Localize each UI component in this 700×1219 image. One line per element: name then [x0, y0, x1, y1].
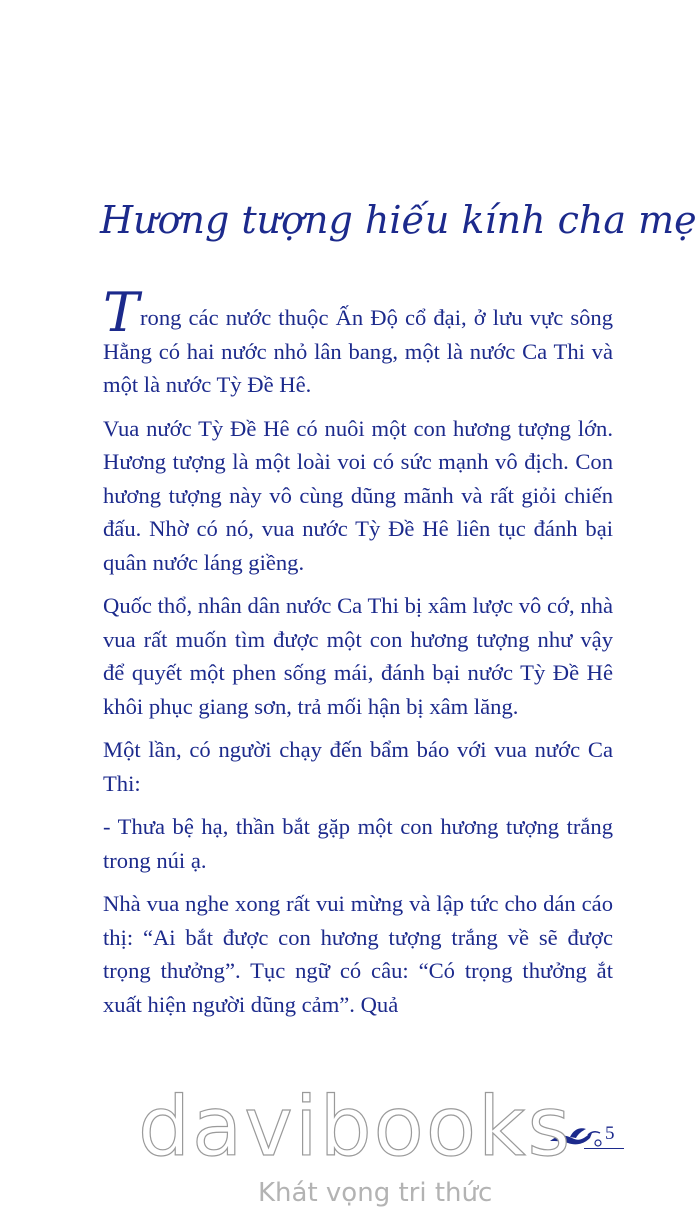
paragraph-4: Một lần, có người chạy đến bẩm báo với vua nước Ca Thi:	[103, 737, 613, 796]
drop-cap: T	[103, 281, 140, 344]
paragraph-2: Vua nước Tỳ Đề Hê có nuôi một con hương tượng lớn. Hương tượng là một loài voi có sức mạnh vô địch. Con hương tượng này vô cùng dũng mãnh và rất giỏi chiến đấu. Nhờ có nó, vua nước Tỳ Đề Hê liên tục đánh bại quân nước láng giềng.	[103, 415, 613, 575]
watermark-tagline: Khát vọng tri thức	[258, 1178, 493, 1208]
paragraph-1-text: rong các nước thuộc Ấn Độ cổ đại, ở lưu vực sông Hằng có hai nước nhỏ lân bang, một là nước Ca Thi và một là nước Tỳ Đề Hê.	[103, 305, 613, 397]
paragraph-1	[103, 281, 613, 402]
paragraph-5: - Thưa bệ hạ, thần bắt gặp một con hương tượng trắng trong núi ạ.	[103, 814, 613, 873]
chapter-title: Hương tượng hiếu kính cha mẹ	[100, 198, 697, 242]
paragraph-3: Quốc thổ, nhân dân nước Ca Thi bị xâm lược vô cớ, nhà vua rất muốn tìm được một con hương tượng như vậy để quyết một phen sống mái, đánh bại nước Tỳ Đề Hê khôi phục giang sơn, trả mối hận bị xâm lăng.	[103, 593, 613, 719]
chapter-body	[103, 281, 613, 1031]
paragraph-6: Nhà vua nghe xong rất vui mừng và lập tức cho dán cáo thị: “Ai bắt được con hương tượng trắng về sẽ được trọng thưởng”. Tục ngữ có câu: “Có trọng thưởng ắt xuất hiện người dũng cảm”. Quả	[103, 891, 613, 1017]
watermark-brand: davibooks	[138, 1080, 573, 1175]
page-number: 5	[605, 1123, 615, 1144]
